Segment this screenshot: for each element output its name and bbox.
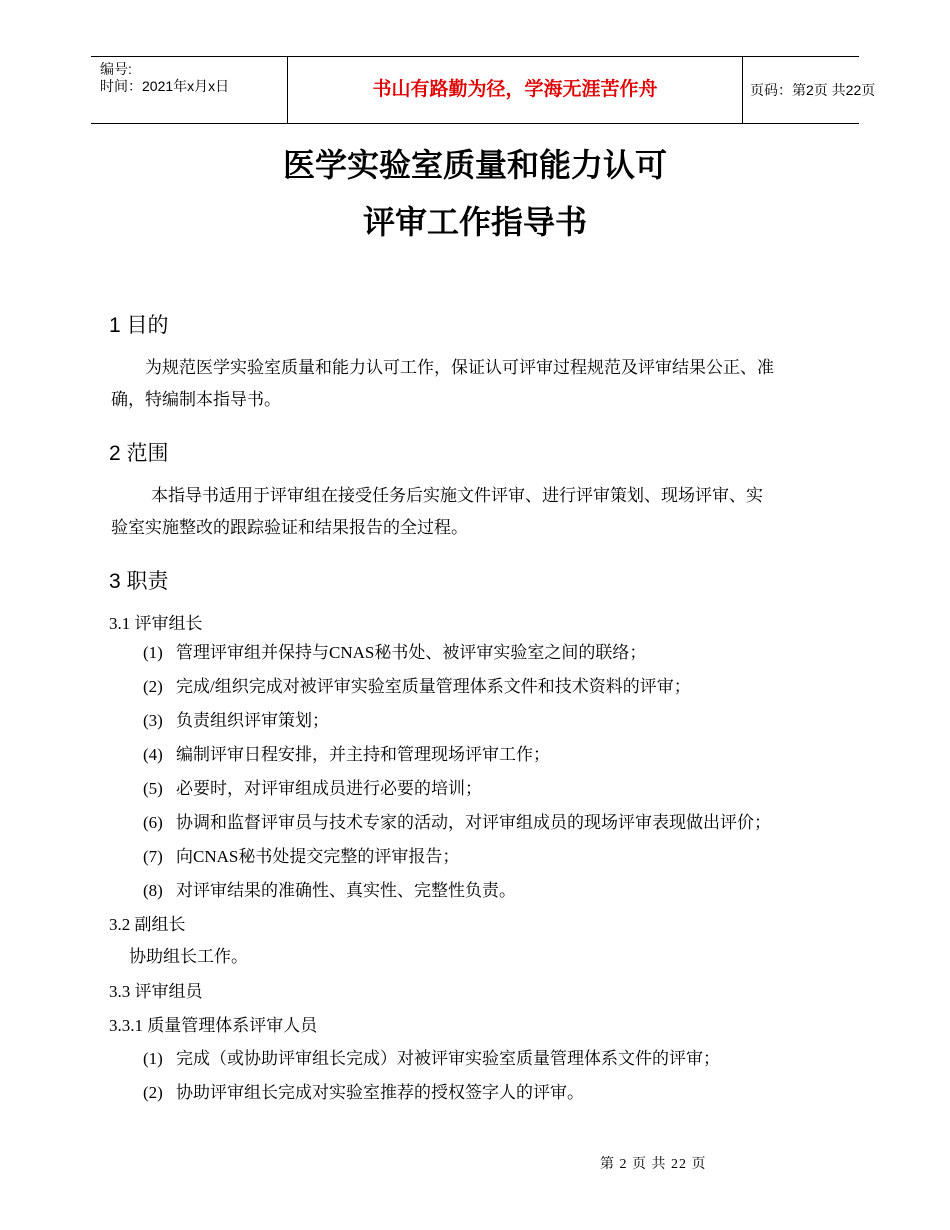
header-motto-cell [287,57,743,123]
list-item-text: 协调和监督评审员与技术专家的活动，对评审组成员的现场评审表现做出评价； [176,813,771,832]
list-item-number: (2) [143,1083,163,1102]
page-header [91,56,876,124]
list-item-number: (6) [143,813,163,832]
list-item [143,1083,584,1103]
header-page-cell [742,57,876,123]
document-time-label: 时间：2021年x月x日 [100,78,230,94]
list-item-text: 协助评审组长完成对实验室推荐的授权签字人的评审。 [176,1083,584,1102]
header-meta-cell [91,57,287,123]
list-item [143,813,771,833]
list-item [143,745,550,765]
list-item-number: (2) [143,677,163,696]
section-heading-scope: 2 范围 [109,442,169,465]
list-item-number: (4) [143,745,163,764]
list-item-text: 对评审结果的准确性、真实性、完整性负责。 [176,881,516,900]
header-page-info: 页码：第2页 共22页 [750,82,876,98]
list-item-number: (8) [143,881,163,900]
scope-paragraph-line1: 本指导书适用于评审组在接受任务后实施文件评审、进行评审策划、现场评审、实 [151,486,763,505]
list-item [143,677,691,697]
list-item-text: 编制评审日程安排，并主持和管理现场评审工作； [176,745,550,764]
document-title-line2: 评审工作指导书 [362,204,587,240]
list-item-number: (1) [143,1049,163,1068]
document-title-line1: 医学实验室质量和能力认可 [282,147,667,183]
list-item-number: (7) [143,847,163,866]
list-item-number: (5) [143,779,163,798]
page-footer: 第 2 页 共 22 页 [600,1157,707,1172]
subsection-team-members: 3.3 评审组员 [109,982,203,1001]
list-item-text: 完成/组织完成对被评审实验室质量管理体系文件和技术资料的评审； [176,677,691,696]
purpose-paragraph-line2: 确，特编制本指导书。 [111,390,281,409]
list-item-text: 负责组织评审策划； [176,711,329,730]
section-heading-purpose: 1 目的 [109,314,169,337]
list-item [143,779,482,799]
subsection-team-leader: 3.1 评审组长 [109,614,203,633]
deputy-leader-text: 协助组长工作。 [129,947,248,966]
list-item [143,847,459,867]
purpose-paragraph-line1: 为规范医学实验室质量和能力认可工作，保证认可评审过程规范及评审结果公正、准 [145,358,774,377]
subsection-deputy-leader: 3.2 副组长 [109,915,186,934]
subsection-quality-system-reviewers: 3.3.1 质量管理体系评审人员 [109,1016,318,1035]
list-item [143,1049,720,1069]
list-item [143,711,329,731]
list-item-number: (3) [143,711,163,730]
header-motto: 书山有路勤为径，学海无涯苦作舟 [372,79,658,100]
document-number-label: 编号: [100,61,132,77]
section-heading-responsibilities: 3 职责 [109,570,169,593]
scope-paragraph-line2: 验室实施整改的跟踪验证和结果报告的全过程。 [111,518,468,537]
list-item-number: (1) [143,643,163,662]
list-item [143,881,516,901]
list-item [143,643,646,663]
list-item-text: 完成（或协助评审组长完成）对被评审实验室质量管理体系文件的评审； [176,1049,720,1068]
list-item-text: 向CNAS秘书处提交完整的评审报告； [176,847,460,866]
list-item-text: 必要时，对评审组成员进行必要的培训； [176,779,482,798]
list-item-text: 管理评审组并保持与CNAS秘书处、被评审实验室之间的联络； [176,643,647,662]
